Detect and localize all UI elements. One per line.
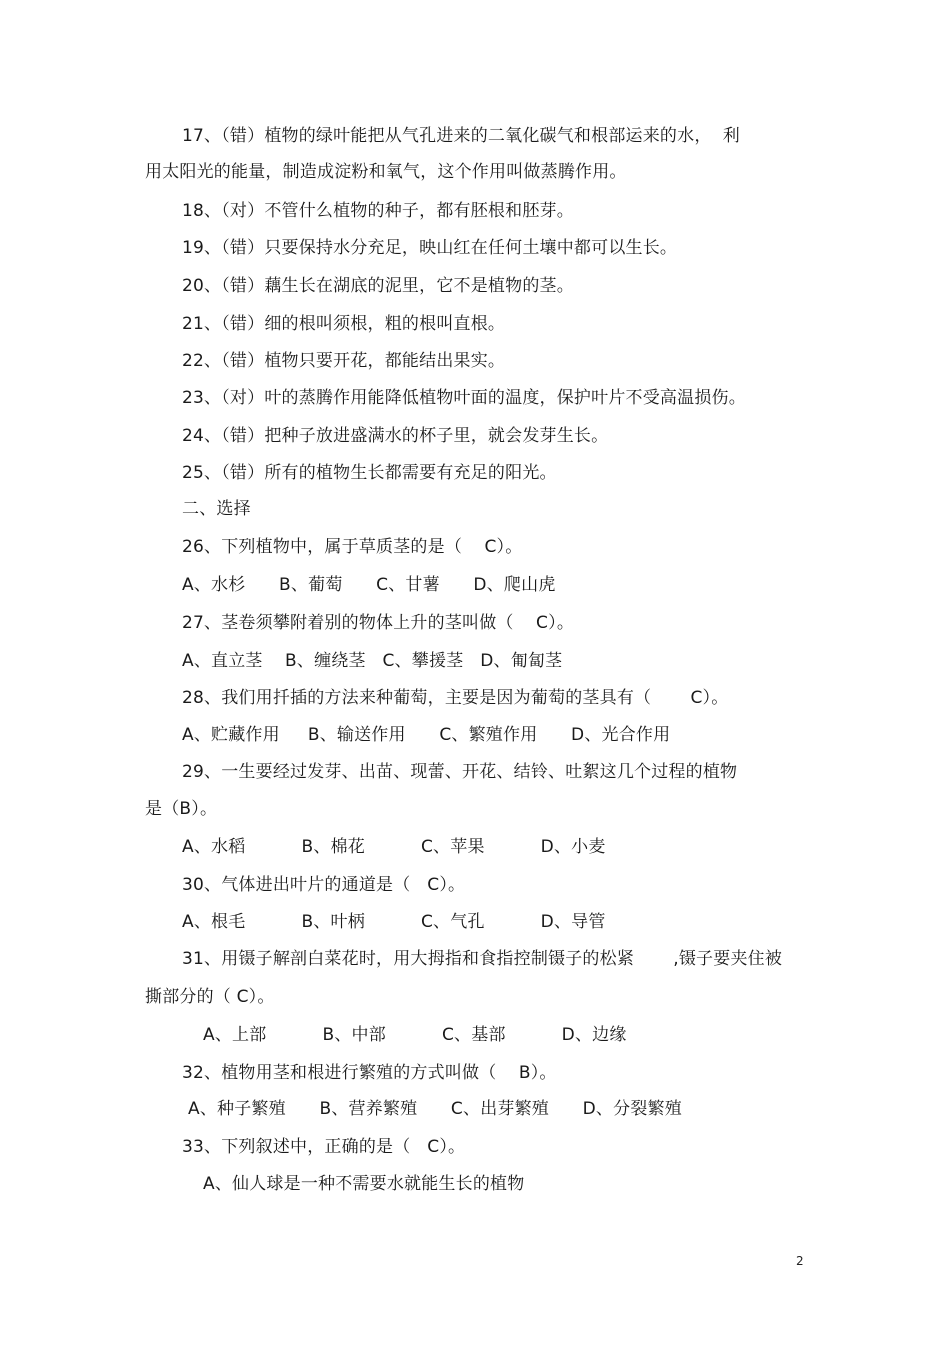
question-27-stem: 27、茎卷须攀附着别的物体上升的茎叫做（ C）。 [182, 613, 575, 633]
question-31-line-1: 31、用镊子解剖白菜花时，用大拇指和食指控制镊子的松紧 ,镊子要夹住被 [182, 949, 783, 969]
question-33-option-a: A、仙人球是一种不需要水就能生长的植物 [203, 1174, 525, 1194]
page-number: 2 [796, 1254, 804, 1268]
question-32-options: A、种子繁殖 B、营养繁殖 C、出芽繁殖 D、分裂繁殖 [188, 1099, 682, 1119]
question-28-stem: 28、我们用扦插的方法来种葡萄，主要是因为葡萄的茎具有（ C）。 [182, 688, 729, 708]
question-19: 19、（错）只要保持水分充足，映山红在任何土壤中都可以生长。 [182, 238, 678, 258]
question-27-options: A、直立茎 B、缠绕茎 C、攀援茎 D、匍匐茎 [182, 651, 563, 671]
question-23: 23、（对）叶的蒸腾作用能降低植物叶面的温度，保护叶片不受高温损伤。 [182, 388, 746, 408]
question-17-line-1: 17、（错）植物的绿叶能把从气孔进来的二氧化碳气和根部运来的水， 利 [182, 126, 740, 146]
question-30-options: A、根毛 B、叶柄 C、气孔 D、导管 [182, 912, 606, 932]
question-31-options: A、上部 B、中部 C、基部 D、边缘 [203, 1025, 627, 1045]
question-29-line-1: 29、一生要经过发芽、出苗、现蕾、开花、结铃、吐絮这几个过程的植物 [182, 762, 738, 782]
section-heading-choice: 二、选择 [182, 499, 251, 519]
question-18: 18、（对）不管什么植物的种子，都有胚根和胚芽。 [182, 201, 574, 221]
question-20: 20、（错）藕生长在湖底的泥里，它不是植物的茎。 [182, 276, 574, 296]
question-24: 24、（错）把种子放进盛满水的杯子里，就会发芽生长。 [182, 426, 609, 446]
question-31-line-2: 撕部分的（ C）。 [145, 987, 275, 1007]
question-29-options: A、水稻 B、棉花 C、苹果 D、小麦 [182, 837, 606, 857]
question-17-line-2: 用太阳光的能量，制造成淀粉和氧气，这个作用叫做蒸腾作用。 [145, 162, 627, 182]
question-33-stem: 33、下列叙述中，正确的是（ C）。 [182, 1137, 466, 1157]
question-30-stem: 30、气体进出叶片的通道是（ C）。 [182, 875, 466, 895]
question-29-line-2: 是（B）。 [145, 799, 218, 819]
question-25: 25、（错）所有的植物生长都需要有充足的阳光。 [182, 463, 557, 483]
question-26-options: A、水杉 B、葡萄 C、甘薯 D、爬山虎 [182, 575, 556, 595]
question-26-stem: 26、下列植物中，属于草质茎的是（ C）。 [182, 537, 523, 557]
question-21: 21、（错）细的根叫须根，粗的根叫直根。 [182, 314, 506, 334]
question-22: 22、（错）植物只要开花，都能结出果实。 [182, 351, 506, 371]
question-28-options: A、贮藏作用 B、输送作用 C、繁殖作用 D、光合作用 [182, 725, 671, 745]
question-32-stem: 32、植物用茎和根进行繁殖的方式叫做（ B）。 [182, 1063, 557, 1083]
